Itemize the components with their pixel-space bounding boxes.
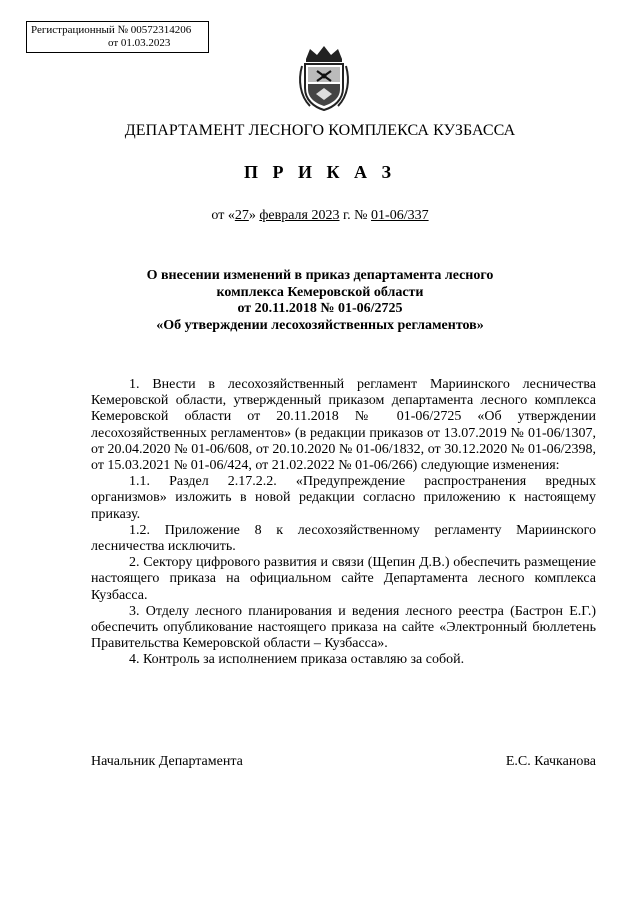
signer-position: Начальник Департамента bbox=[91, 754, 243, 769]
heading-line: от 20.11.2018 № 01-06/2725 bbox=[237, 301, 403, 316]
heading-line: «Об утверждении лесохозяйственных регламентов» bbox=[156, 317, 484, 333]
paragraph-4: 4. Контроль за исполнением приказа оставляю за собой. bbox=[129, 652, 465, 668]
order-body bbox=[91, 377, 596, 669]
date-day: 27 bbox=[234, 208, 249, 223]
paragraph-2: 2. Сектору цифрового развития и связи (Щепин Д.В.) обеспечить размещение настоящего приказа на официальном сайте Департамента лесного комплекса Кузбасса. bbox=[91, 555, 596, 603]
registration-stamp bbox=[26, 21, 209, 53]
order-heading bbox=[0, 268, 640, 334]
signature-block bbox=[91, 754, 596, 770]
kuzbass-coat-of-arms-icon bbox=[296, 44, 352, 112]
date-mid: » bbox=[248, 208, 260, 223]
document-type: П Р И К А З bbox=[243, 162, 397, 182]
registration-date: от 01.03.2023 bbox=[108, 37, 171, 49]
date-prefix: от « bbox=[211, 208, 235, 223]
heading-line: комплекса Кемеровской области bbox=[216, 284, 424, 300]
heading-line: О внесении изменений в приказ департамента лесного bbox=[146, 268, 494, 283]
order-number: 01-06/337 bbox=[371, 208, 429, 223]
paragraph-1-1: 1.1. Раздел 2.17.2.2. «Предупреждение распространения вредных организмов» изложить в новой редакции согласно приложению к настоящему приказу. bbox=[91, 474, 596, 522]
signer-name: Е.С. Качканова bbox=[505, 754, 596, 769]
date-suffix: г. № bbox=[339, 208, 372, 223]
paragraph-1: 1. Внести в лесохозяйственный регламент Мариинского лесничества Кемеровской области, утвержденный приказом департамента лесного комплекса Кемеровской области от 20.11.2018 № 01-06/2725 «Об утверждении лесохозяйственных регламентов» (в редакции приказов от 13.07.2019 № 01-06/1307, от 20.04.2020 № 01-06/608, от 20.10.2020 № 01-06/1832, от 30.12.2020 № 01-06/2398, от 15.03.2021 № 01-06/424, от 21.02.2022 № 01-06/266) следующие изменения: bbox=[91, 377, 596, 474]
paragraph-1-2: 1.2. Приложение 8 к лесохозяйственному регламенту Мариинского лесничества исключить. bbox=[91, 522, 596, 555]
paragraph-3: 3. Отделу лесного планирования и ведения лесного реестра (Бастрон Е.Г.) обеспечить опубликование настоящего приказа на сайте «Электронный бюллетень Правительства Кемеровской области – Кузбасса». bbox=[91, 603, 596, 652]
order-date-number bbox=[0, 208, 640, 224]
date-month-year: февраля 2023 bbox=[259, 208, 340, 223]
department-title: ДЕПАРТАМЕНТ ЛЕСНОГО КОМПЛЕКСА КУЗБАССА bbox=[124, 122, 516, 139]
registration-number: Регистрационный № 00572314206 bbox=[31, 24, 192, 36]
